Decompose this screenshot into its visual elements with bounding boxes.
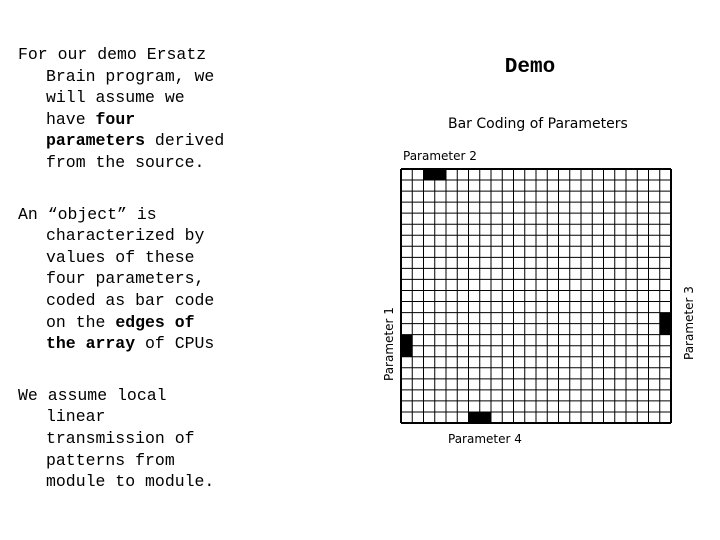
text-line [18,290,254,312]
paragraph [18,204,254,355]
label-parameter-2: Parameter 2 [403,149,477,163]
text-line [18,450,254,472]
label-parameter-4: Parameter 4 [448,432,522,446]
text-run: coded as bar code [46,290,215,310]
slide-title: Demo [504,56,556,79]
bar-coding-figure [370,105,700,465]
text-line [18,87,254,109]
text-line [18,471,254,493]
text-line [18,247,254,269]
text-line [18,109,254,131]
paragraph [18,44,254,174]
text-run: transmission of [46,428,195,448]
text-line [18,312,254,334]
label-parameter-1: Parameter 1 [382,307,396,381]
bold-text: parameters [46,131,146,151]
paragraph [18,385,254,493]
bar-parameter-1 [401,335,412,357]
text-run: We assume local [18,385,167,405]
text-run: An “object” is [18,204,157,224]
text-line [18,406,254,428]
cpu-grid [401,169,671,423]
text-run: have [46,109,96,129]
bar-parameter-3 [660,313,671,335]
text-line [18,225,254,247]
text-line [18,130,254,152]
text-run: characterized by [46,226,205,246]
label-parameter-3: Parameter 3 [682,286,696,360]
text-line [18,152,254,174]
text-run: Brain program, we [46,66,215,86]
text-run: values of these [46,247,195,267]
text-line [18,385,254,407]
text-run: on the [46,312,116,332]
bar-parameter-4 [469,412,492,423]
bold-text: the array [46,334,136,354]
text-line [18,268,254,290]
text-line [18,44,254,66]
text-line [18,66,254,88]
bar-parameter-2 [424,169,447,180]
text-line [18,428,254,450]
text-run: linear [46,407,106,427]
text-run: For our demo Ersatz [18,45,207,64]
bold-text: four [95,109,136,129]
bold-text: edges of [115,312,195,332]
text-line [18,333,254,355]
text-line [18,204,254,226]
text-run: from the source. [46,152,205,172]
text-run: derived [145,131,225,151]
body-text [18,44,254,523]
figure-title: Bar Coding of Parameters [448,116,628,132]
text-run: patterns from [46,450,175,470]
text-run: four parameters, [46,269,205,289]
text-run: of CPUs [135,334,215,354]
text-run: will assume we [46,88,185,108]
text-run: module to module. [46,472,215,492]
